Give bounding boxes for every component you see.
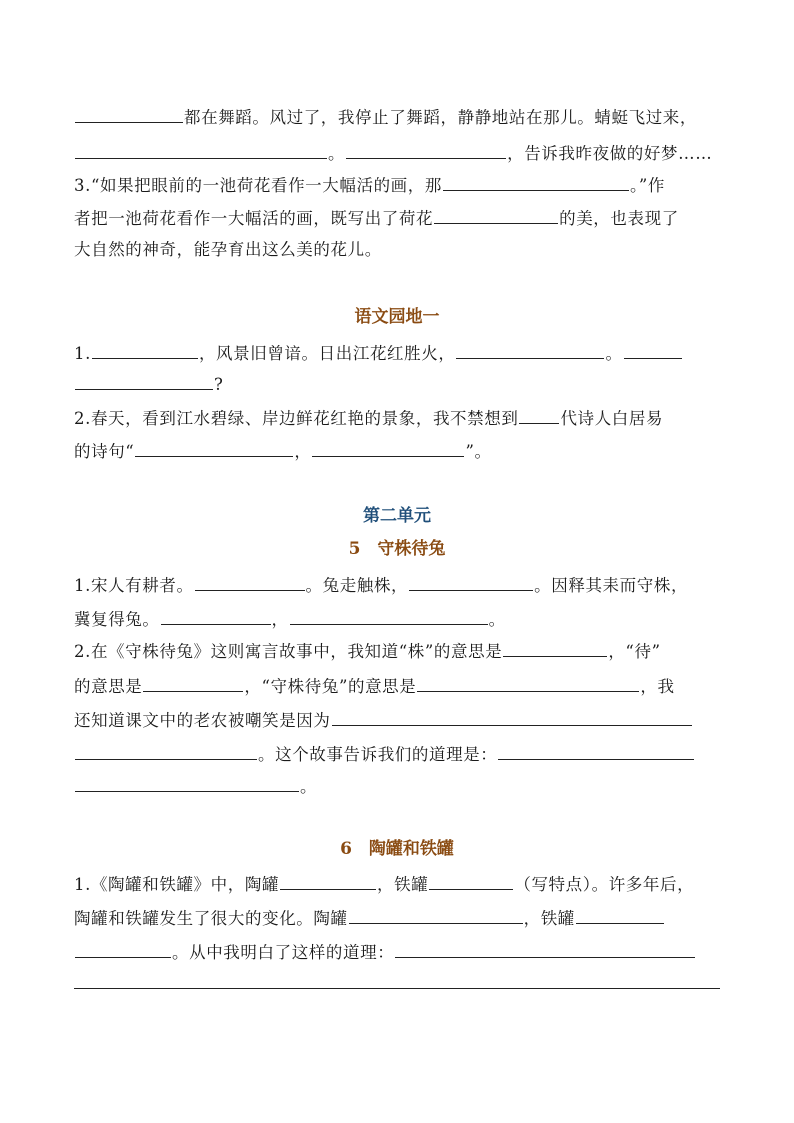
text-segment: 1.《陶罐和铁罐》中，陶罐 bbox=[74, 875, 280, 894]
answer-blank[interactable] bbox=[332, 707, 692, 726]
lotus-line-3 bbox=[74, 172, 722, 196]
answer-blank[interactable] bbox=[135, 438, 293, 457]
lesson-title: 6 陶罐和铁罐 bbox=[340, 839, 454, 859]
answer-line[interactable] bbox=[74, 988, 720, 989]
text-segment: 的美，也表现了 bbox=[559, 209, 679, 228]
answer-blank[interactable] bbox=[395, 939, 695, 958]
text-segment: ，我 bbox=[640, 677, 675, 696]
text-segment: 1.宋人有耕者。 bbox=[74, 576, 194, 595]
answer-blank[interactable] bbox=[576, 905, 664, 924]
lotus-line-5 bbox=[74, 238, 722, 262]
text-segment: 2.春天，看到江水碧绿、岸边鲜花红艳的景象，我不禁想到 bbox=[74, 409, 519, 428]
text-segment: 者把一池荷花看作一大幅活的画，既写出了荷花 bbox=[74, 209, 434, 228]
answer-blank[interactable] bbox=[290, 606, 488, 625]
lesson5-q2-line-2 bbox=[74, 673, 722, 697]
text-segment: 。因释其耒而守株， bbox=[534, 576, 689, 595]
answer-blank[interactable] bbox=[161, 606, 271, 625]
text-segment: ， bbox=[271, 610, 289, 629]
answer-blank[interactable] bbox=[443, 172, 629, 191]
text-segment: 大自然的神奇，能孕育出这么美的花儿。 bbox=[74, 240, 382, 259]
answer-blank[interactable] bbox=[346, 140, 506, 159]
text-segment: 1. bbox=[74, 344, 91, 363]
answer-blank[interactable] bbox=[434, 205, 558, 224]
lesson5-q2-line-1 bbox=[74, 638, 722, 662]
lesson5-q1-line-2 bbox=[74, 606, 722, 630]
lesson-title: 5 守株待兔 bbox=[348, 539, 446, 559]
unit-title: 第二单元 bbox=[363, 506, 431, 526]
text-segment: ，铁罐 bbox=[377, 875, 429, 894]
text-segment: 代诗人白居易 bbox=[560, 409, 664, 428]
answer-blank[interactable] bbox=[498, 741, 694, 760]
answer-blank[interactable] bbox=[75, 140, 327, 159]
lesson5-q1-line-1 bbox=[74, 572, 722, 596]
yuwen-q1-line-1 bbox=[74, 340, 722, 364]
lesson5-q2-line-5 bbox=[74, 773, 722, 797]
lesson6-q1-line-3 bbox=[74, 939, 722, 963]
text-segment: 都在舞蹈。风过了，我停止了舞蹈，静静地站在那儿。蜻蜓飞过来， bbox=[184, 108, 697, 127]
text-segment: 冀复得兔。 bbox=[74, 610, 160, 629]
yuwen-q1-line-2 bbox=[74, 371, 722, 395]
text-segment: ? bbox=[214, 375, 224, 394]
answer-blank[interactable] bbox=[624, 340, 682, 359]
text-segment: 的诗句“ bbox=[74, 442, 135, 461]
lotus-line-4 bbox=[74, 205, 722, 229]
text-segment: 。 bbox=[605, 344, 623, 363]
text-segment: 。 bbox=[300, 777, 318, 796]
text-segment: ， bbox=[294, 442, 312, 461]
answer-blank[interactable] bbox=[75, 773, 299, 792]
answer-blank[interactable] bbox=[75, 104, 183, 123]
answer-blank[interactable] bbox=[503, 638, 607, 657]
section-title: 语文园地一 bbox=[354, 307, 440, 327]
answer-blank[interactable] bbox=[75, 371, 213, 390]
lesson6-q1-line-1 bbox=[74, 871, 722, 895]
lesson5-q2-line-4 bbox=[74, 741, 722, 765]
text-segment: ，告诉我昨夜做的好梦…… bbox=[507, 144, 713, 163]
lesson5-q2-line-3 bbox=[74, 707, 722, 731]
text-segment: 。 bbox=[328, 144, 346, 163]
text-segment: ，“待” bbox=[608, 642, 661, 661]
answer-blank[interactable] bbox=[195, 572, 305, 591]
answer-blank[interactable] bbox=[417, 673, 639, 692]
text-segment: ，铁罐 bbox=[523, 909, 575, 928]
yuwen-q2-line-2 bbox=[74, 438, 722, 462]
text-segment: ，风景旧曾谙。日出江花红胜火， bbox=[198, 344, 456, 363]
lotus-line-1 bbox=[74, 104, 722, 128]
text-segment: 的意思是 bbox=[74, 677, 143, 696]
text-segment: （写特点）。许多年后， bbox=[514, 875, 695, 894]
answer-blank[interactable] bbox=[143, 673, 243, 692]
text-segment: ，“守株待兔”的意思是 bbox=[244, 677, 417, 696]
text-segment: 2.在《守株待兔》这则寓言故事中，我知道“株”的意思是 bbox=[74, 642, 503, 661]
text-segment: 。兔走触株， bbox=[305, 576, 409, 595]
answer-blank[interactable] bbox=[409, 572, 533, 591]
answer-blank[interactable] bbox=[519, 405, 559, 424]
answer-blank[interactable] bbox=[456, 340, 604, 359]
answer-blank[interactable] bbox=[75, 939, 171, 958]
lesson6-q1-line-2 bbox=[74, 905, 722, 929]
answer-blank[interactable] bbox=[75, 741, 257, 760]
text-segment: 3.“如果把眼前的一池荷花看作一大幅活的画，那 bbox=[74, 176, 442, 195]
text-segment: 陶罐和铁罐发生了很大的变化。陶罐 bbox=[74, 909, 348, 928]
answer-blank[interactable] bbox=[280, 871, 376, 890]
answer-blank[interactable] bbox=[349, 905, 523, 924]
text-segment: ”。 bbox=[465, 442, 492, 461]
answer-blank[interactable] bbox=[92, 340, 198, 359]
yuwen-q2-line-1 bbox=[74, 405, 722, 429]
text-segment: 。从中我明白了这样的道理： bbox=[172, 943, 395, 962]
text-segment: 。 bbox=[488, 610, 506, 629]
text-segment: 。这个故事告诉我们的道理是： bbox=[258, 745, 498, 764]
answer-blank[interactable] bbox=[312, 438, 464, 457]
lotus-line-2 bbox=[74, 140, 722, 164]
answer-blank[interactable] bbox=[429, 871, 513, 890]
text-segment: 还知道课文中的老农被嘲笑是因为 bbox=[74, 711, 331, 730]
text-segment: 。”作 bbox=[629, 176, 665, 195]
